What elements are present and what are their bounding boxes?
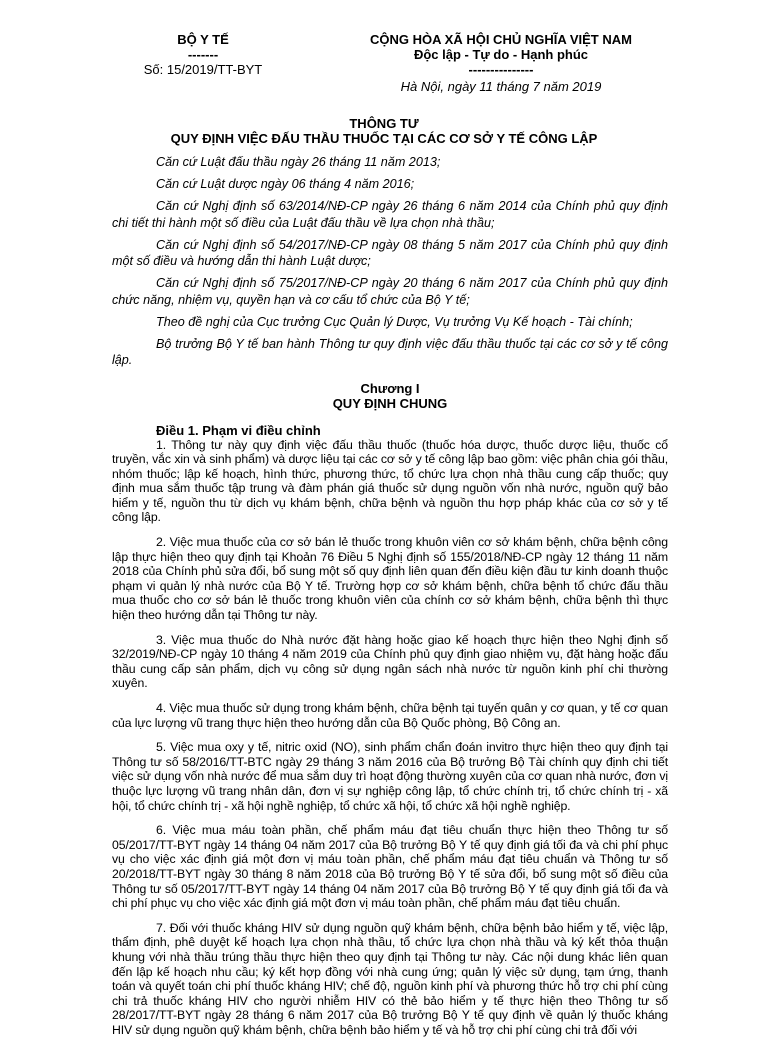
article-clauses — [112, 438, 668, 1038]
chapter-number: Chương I — [360, 380, 420, 396]
legal-basis: Căn cứ Nghị định số 63/2014/NĐ-CP ngày 26 tháng 6 năm 2014 của Chính phủ quy định chi tiết thi hành một số điều của Luật đấu thầu về lựa chọn nhà thầu; — [112, 199, 668, 230]
document-subject: QUY ĐỊNH VIỆC ĐẤU THẦU THUỐC TẠI CÁC CƠ SỞ Y TẾ CÔNG LẬP — [170, 131, 598, 146]
clause: 7. Đối với thuốc kháng HIV sử dụng nguồn quỹ khám bệnh, chữa bệnh bảo hiểm y tế, việc lập, thẩm định, phê duyệt kế hoạch lựa chọn nhà thầu, tổ chức lựa chọn nhà thầu và ký kết thỏa thuận khung với nhà thầu trúng thầu thực hiện theo quy định tại Thông tư này. Các nội dung khác liên quan đến lập kế hoạch nhu cầu; ký kết hợp đồng với nhà cung ứng; quản lý việc sử dụng, tạm ứng, thanh toán và quyết toán chi phí thuốc kháng HIV; chế độ, nguồn kinh phí và phương thức hỗ trợ chi phí cùng chi trả thuốc kháng HIV cho người nhiễm HIV có thẻ bảo hiểm y tế thực hiện theo Thông tư số 28/2017/TT-BYT ngày 28 tháng 6 năm 2017 của Bộ trưởng Bộ Y tế quy định về quản lý thuốc kháng HIV sử dụng nguồn quỹ khám bệnh, chữa bệnh bảo hiểm y tế và hỗ trợ chi phí cùng chi trả đối với — [112, 920, 668, 1037]
national-motto: Độc lập - Tự do - Hạnh phúc — [413, 47, 589, 62]
place-and-date: Hà Nội, ngày 11 tháng 7 năm 2019 — [400, 79, 602, 94]
left-divider: ------- — [187, 47, 219, 62]
clause: 2. Việc mua thuốc của cơ sở bán lẻ thuốc trong khuôn viên cơ sở khám bệnh, chữa bệnh công lập thực hiện theo quy định tại Khoản 76 Điều 5 Nghị định số 155/2018/NĐ-CP ngày 12 tháng 11 năm 2018 của Chính phủ sửa đổi, bổ sung một số quy định liên quan đến điều kiện đầu tư kinh doanh thuộc phạm vi quản lý nhà nước của Bộ Y tế. Trường hợp cơ sở khám bệnh, chữa bệnh tổ chức đấu thầu mua thuốc cho cơ sở bán lẻ thuốc trong khuôn viên của chính cơ sở khám bệnh, chữa bệnh thì thực hiện theo hướng dẫn tại Thông tư này. — [112, 535, 668, 623]
clause: 4. Việc mua thuốc sử dụng trong khám bệnh, chữa bệnh tại tuyến quân y cơ quan, y tế cơ quan của lực lượng vũ trang thực hiện theo hướng dẫn của Bộ Quốc phòng, Bộ Công an. — [112, 701, 668, 730]
clause: 3. Việc mua thuốc do Nhà nước đặt hàng hoặc giao kế hoạch thực hiện theo Nghị định số 32/2019/NĐ-CP ngày 10 tháng 4 năm 2019 của Chính phủ quy định giao nhiệm vụ, đặt hàng hoặc đấu thầu cung cấp sản phẩm, dịch vụ công sử dụng ngân sách nhà nước từ nguồn kinh phí chi thường xuyên. — [112, 632, 668, 691]
legal-basis: Theo đề nghị của Cục trưởng Cục Quản lý Dược, Vụ trưởng Vụ Kế hoạch - Tài chính; — [156, 314, 633, 329]
country-name: CỘNG HÒA XÃ HỘI CHỦ NGHĨA VIỆT NAM — [370, 32, 632, 47]
chapter-name: QUY ĐỊNH CHUNG — [332, 395, 448, 411]
legal-basis: Căn cứ Luật dược ngày 06 tháng 4 năm 2016; — [156, 177, 415, 191]
right-divider: --------------- — [468, 62, 534, 77]
chapter-heading — [112, 381, 668, 411]
document-body — [112, 154, 668, 1047]
legal-basis: Căn cứ Nghị định số 75/2017/NĐ-CP ngày 20 tháng 6 năm 2017 của Chính phủ quy định chức năng, nhiệm vụ, quyền hạn và cơ cấu tổ chức của Bộ Y tế; — [112, 276, 668, 307]
issuer-header — [118, 32, 288, 77]
legal-bases — [112, 154, 668, 369]
national-header — [356, 32, 646, 94]
ministry-name: BỘ Y TẾ — [177, 32, 229, 47]
document-number: Số: 15/2019/TT-BYT — [143, 62, 263, 77]
document-title — [112, 116, 656, 146]
article-title: Điều 1. Phạm vi điều chỉnh — [156, 422, 321, 438]
clause: 5. Việc mua oxy y tế, nitric oxid (NO), sinh phẩm chẩn đoán invitro thực hiện theo quy định tại Thông tư số 58/2016/TT-BTC ngày 29 tháng 3 năm 2016 của Bộ trưởng Bộ Tài chính quy định chi tiết việc sử dụng vốn nhà nước để mua sắm duy trì hoạt động thường xuyên của cơ quan nhà nước, đơn vị thuộc lực lượng vũ trang nhân dân, đơn vị sự nghiệp công lập, tổ chức chính trị, tổ chức chính trị - xã hội, tổ chức chính trị - xã hội nghề nghiệp, tổ chức xã hội, tổ chức xã hội nghề nghiệp. — [112, 740, 668, 813]
legal-basis: Căn cứ Luật đấu thầu ngày 26 tháng 11 năm 2013; — [156, 155, 441, 169]
clause: 6. Việc mua máu toàn phần, chế phẩm máu đạt tiêu chuẩn thực hiện theo Thông tư số 05/2017/TT-BYT ngày 14 tháng 04 năm 2017 của Bộ trưởng Bộ Y tế quy định giá tối đa và chi phí phục vụ cho việc xác định giá một đơn vị máu toàn phần, chế phẩm máu đạt tiêu chuẩn và Thông tư số 20/2018/TT-BYT ngày 30 tháng 8 năm 2018 của Bộ trưởng Bộ Y tế sửa đổi, bổ sung một số điều của Thông tư số 05/2017/TT-BYT ngày 14 tháng 04 năm 2017 của Bộ trưởng Bộ Y tế quy định giá tối đa và chi phí phục vụ cho việc xác định giá một đơn vị máu toàn phần, chế phẩm máu đạt tiêu chuẩn. — [112, 823, 668, 911]
document-type: THÔNG TƯ — [349, 116, 419, 131]
legal-basis: Căn cứ Nghị định số 54/2017/NĐ-CP ngày 08 tháng 5 năm 2017 của Chính phủ quy định một số điều và hướng dẫn thi hành Luật dược; — [112, 237, 668, 268]
clause: 1. Thông tư này quy định việc đấu thầu thuốc (thuốc hóa dược, thuốc dược liệu, thuốc cổ truyền, vắc xin và sinh phẩm) và dược liệu tại các cơ sở y tế công lập bao gồm: việc phân chia gói thầu, nhóm thuốc; lập kế hoạch, hình thức, phương thức, tổ chức lựa chọn nhà thầu cung cấp thuốc; quy định mua sắm thuốc tập trung và đàm phán giá thuốc sử dụng nguồn vốn nhà nước, nguồn quỹ bảo hiểm y tế, nguồn thu từ dịch vụ khám bệnh, chữa bệnh và nguồn thu hợp pháp khác của cơ sở y tế công lập. — [112, 437, 668, 525]
legal-basis: Bộ trưởng Bộ Y tế ban hành Thông tư quy định việc đấu thầu thuốc tại các cơ sở y tế công lập. — [112, 336, 668, 367]
